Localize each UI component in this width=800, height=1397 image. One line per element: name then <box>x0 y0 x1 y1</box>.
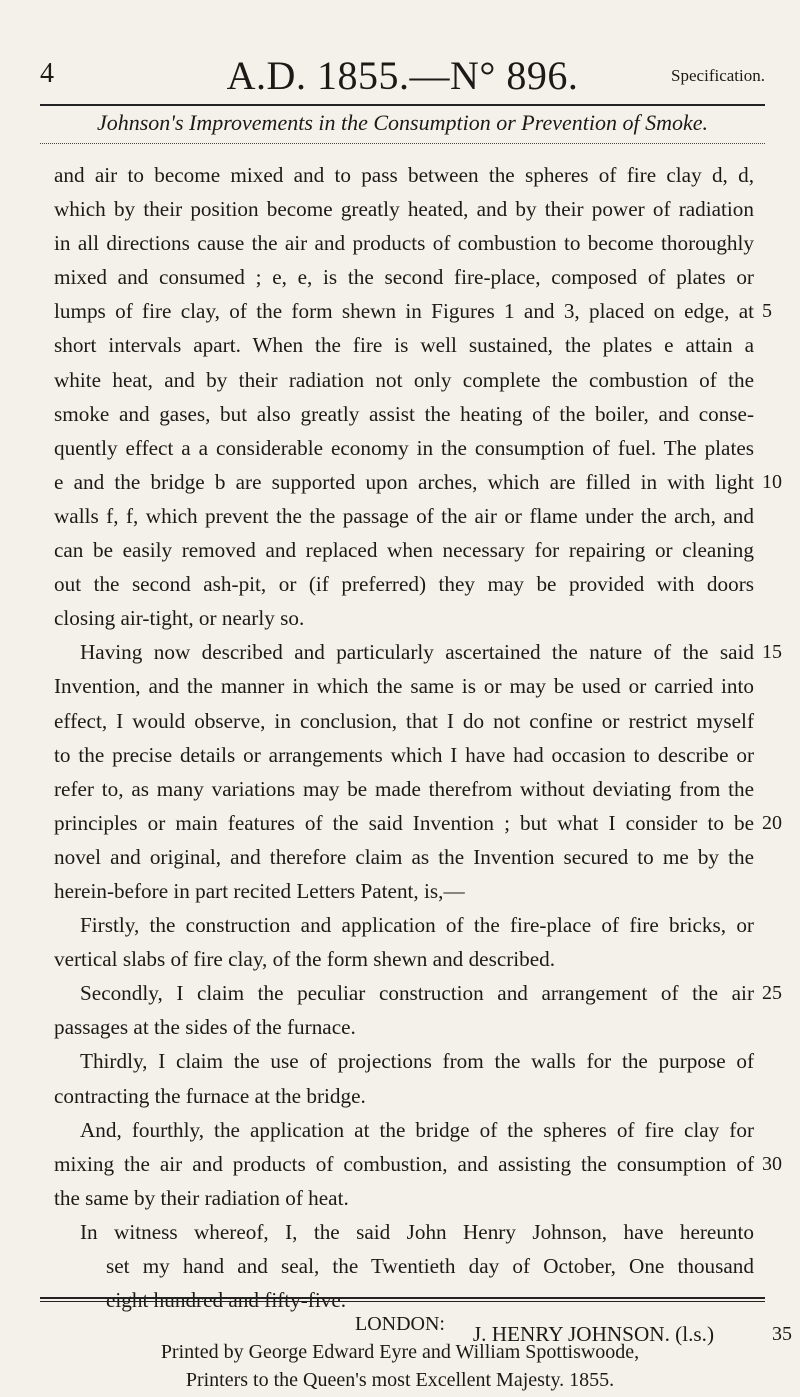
text-line <box>54 942 754 976</box>
text-line <box>54 397 754 431</box>
line-text: J. HENRY JOHNSON. (l.s.) <box>472 1322 714 1347</box>
page-header <box>40 52 765 102</box>
line-text: Invention, and the manner in which the same is or may be used or carried into <box>54 674 754 699</box>
running-title: Johnson's Improvements in the Consumption or Prevention of Smoke. <box>96 110 709 135</box>
text-line <box>54 1181 754 1215</box>
line-text: Having now described and particularly ascertained the nature of the said <box>80 640 754 665</box>
footer-rule-thin <box>40 1301 765 1302</box>
text-line <box>54 1010 754 1044</box>
text-line <box>54 1113 754 1147</box>
imprint-printers: Printers to the Queen's most Excellent Majesty. 1855. <box>185 1369 615 1391</box>
header-rule <box>40 104 765 106</box>
line-text: principles or main features of the said Invention ; but what I consider to be <box>54 810 754 835</box>
line-text: out the second ash-pit, or (if preferred) they may be provided with doors <box>54 572 754 597</box>
line-text: closing air-tight, or nearly so. <box>54 606 305 631</box>
text-line <box>54 363 754 397</box>
text-line <box>54 976 782 1010</box>
text-line <box>54 908 754 942</box>
line-text: which by their position become greatly heated, and by their power of radiation <box>54 197 754 222</box>
line-text: And, fourthly, the application at the bridge of the spheres of fire clay for <box>80 1117 754 1142</box>
line-text: herein-before in part recited Letters Patent, is,— <box>54 878 465 903</box>
text-line <box>54 840 754 874</box>
body-text <box>54 158 792 1351</box>
line-text: Secondly, I claim the peculiar construction and arrangement of the air <box>80 981 754 1006</box>
text-line <box>54 738 754 772</box>
line-text: smoke and gases, but also greatly assist the heating of the boiler, and conse- <box>54 401 754 426</box>
document-title: A.D. 1855.—N° 896. <box>226 53 579 98</box>
line-number: 10 <box>762 470 782 493</box>
line-text: In witness whereof, I, the said John Henry Johnson, have hereunto <box>80 1219 754 1244</box>
line-text: effect, I would observe, in conclusion, that I do not confine or restrict myself <box>54 708 754 733</box>
line-text: can be easily removed and replaced when necessary for repairing or cleaning <box>54 538 754 563</box>
line-text: Thirdly, I claim the use of projections from the walls for the purpose of <box>80 1049 754 1074</box>
line-text: e and the bridge b are supported upon arches, which are filled in with light <box>54 469 754 494</box>
line-text: set my hand and seal, the Twentieth day of October, One thousand <box>106 1254 754 1278</box>
section-label: Specification. <box>671 66 765 85</box>
line-text: short intervals apart. When the fire is well sustained, the plates e attain a <box>54 333 754 358</box>
text-line <box>54 533 754 567</box>
line-text: vertical slabs of fire clay, of the form shewn and described. <box>54 947 556 972</box>
text-line <box>54 1044 754 1078</box>
text-line <box>54 260 754 294</box>
text-line <box>54 499 754 533</box>
line-text: to the precise details or arrangements which I have had occasion to describe or <box>54 742 754 767</box>
line-text: quently effect a a considerable economy in the consumption of fuel. The plates <box>54 435 754 460</box>
text-line <box>54 772 754 806</box>
text-line <box>54 226 754 260</box>
text-line <box>54 669 754 703</box>
line-text: lumps of fire clay, of the form shewn in Figures 1 and 3, placed on edge, at <box>54 299 754 324</box>
line-text: white heat, and by their radiation not only complete the combustion of the <box>54 367 754 392</box>
text-line <box>54 704 754 738</box>
line-text: novel and original, and therefore claim as the Invention secured to me by the <box>54 844 754 869</box>
text-line <box>54 874 754 908</box>
text-line <box>54 1147 782 1181</box>
text-line <box>54 1249 754 1283</box>
text-line <box>54 567 754 601</box>
line-text: mixing the air and products of combustion, and assisting the consumption of <box>54 1151 754 1176</box>
page-number: 4 <box>40 58 54 89</box>
line-text: refer to, as many variations may be made therefrom without deviating from the <box>54 776 754 801</box>
line-text: the same by their radiation of heat. <box>54 1185 349 1210</box>
line-number: 35 <box>772 1323 792 1346</box>
imprint-city: LONDON: <box>355 1313 445 1335</box>
line-text: eight hundred and fifty-five. <box>106 1288 347 1313</box>
line-number: 30 <box>762 1152 782 1175</box>
text-line <box>54 1215 754 1249</box>
text-line <box>54 158 754 192</box>
running-title-rule <box>40 143 765 144</box>
line-number: 15 <box>762 641 782 664</box>
imprint <box>0 1310 800 1394</box>
text-line <box>54 601 754 635</box>
text-line <box>54 1079 754 1113</box>
imprint-printed-by: Printed by George Edward Eyre and William Spottiswoode, <box>160 1341 640 1363</box>
footer-rule <box>40 1297 765 1299</box>
line-text: passages at the sides of the furnace. <box>54 1015 356 1040</box>
line-text: and air to become mixed and to pass between the spheres of fire clay d, d, <box>54 163 754 187</box>
line-number: 25 <box>762 982 782 1005</box>
line-number: 5 <box>762 300 772 323</box>
text-line <box>54 294 772 328</box>
text-line <box>54 328 754 362</box>
line-text: Firstly, the construction and application of the fire-place of fire bricks, or <box>80 913 754 938</box>
line-text: in all directions cause the air and products of combustion to become thoroughly <box>54 231 754 256</box>
text-line <box>54 806 782 840</box>
line-number: 20 <box>762 811 782 834</box>
text-line <box>54 192 754 226</box>
text-line <box>54 431 754 465</box>
text-line <box>54 635 782 669</box>
line-text: contracting the furnace at the bridge. <box>54 1083 366 1108</box>
line-text: mixed and consumed ; e, e, is the second fire-place, composed of plates or <box>54 265 754 290</box>
line-text: walls f, f, which prevent the the passage of the air or flame under the arch, and <box>54 503 754 528</box>
text-line <box>54 465 782 499</box>
